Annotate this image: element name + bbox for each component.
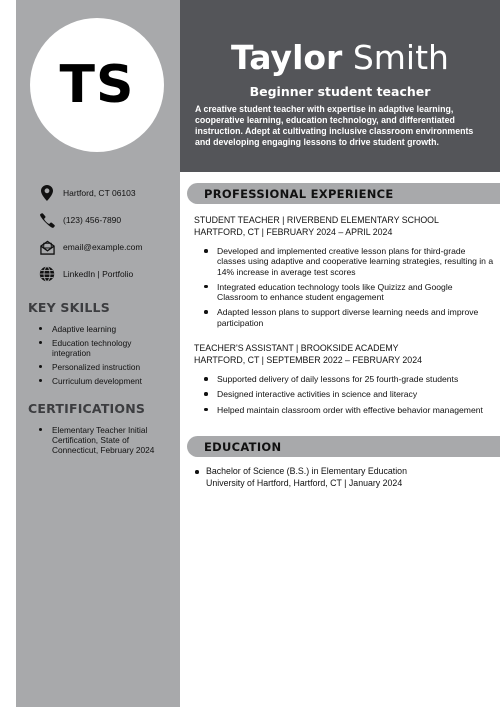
phone-text: (123) 456-7890 bbox=[63, 215, 122, 225]
email-text[interactable]: email@example.com bbox=[63, 242, 143, 252]
certifications-list bbox=[38, 425, 158, 459]
job-bullets bbox=[204, 246, 494, 333]
globe-icon bbox=[38, 265, 56, 283]
job-bullets bbox=[204, 374, 494, 420]
job-title: STUDENT TEACHER | RIVERBEND ELEMENTARY SCHOOL bbox=[194, 215, 439, 225]
contact-links bbox=[38, 265, 178, 283]
education-entry bbox=[194, 466, 494, 489]
job-bullet: Adapted lesson plans to support diverse learning needs and improve participation bbox=[204, 307, 494, 328]
last-name: Smith bbox=[352, 38, 449, 77]
job-role: Beginner student teacher bbox=[249, 84, 431, 99]
first-name: Taylor bbox=[231, 38, 343, 77]
job-bullet: Integrated education technology tools like Quizizz and Google Classroom to enhance student engagement bbox=[204, 282, 494, 303]
candidate-name bbox=[180, 38, 500, 78]
job-bullet: Designed interactive activities in science and literacy bbox=[204, 389, 494, 399]
certifications-heading: CERTIFICATIONS bbox=[28, 401, 146, 416]
key-skills-list bbox=[38, 324, 172, 390]
contact-phone bbox=[38, 211, 178, 229]
skill-item: Education technology integration bbox=[38, 338, 172, 358]
job-meta: HARTFORD, CT | FEBRUARY 2024 – APRIL 2024 bbox=[194, 227, 393, 237]
links-text[interactable]: LinkedIn | Portfolio bbox=[63, 269, 134, 279]
certification-item: Elementary Teacher Initial Certification, State of Connecticut, February 2024 bbox=[38, 425, 158, 455]
experience-heading-bar bbox=[187, 183, 500, 204]
monogram-circle bbox=[30, 18, 164, 152]
education-heading: EDUCATION bbox=[204, 439, 282, 454]
job-title: TEACHER'S ASSISTANT | BROOKSIDE ACADEMY bbox=[194, 343, 399, 353]
contact-email bbox=[38, 238, 178, 256]
contact-location bbox=[38, 184, 178, 202]
phone-icon bbox=[38, 211, 56, 229]
professional-summary: A creative student teacher with expertise in adaptive learning, cooperative learning, education technology, and differentiated instruction. Adept at cultivating inclusive classroom environments and developing engaging lessons to drive student growth. bbox=[195, 104, 474, 147]
education-school: University of Hartford, Hartford, CT | January 2024 bbox=[206, 477, 403, 488]
skill-item: Personalized instruction bbox=[38, 362, 172, 372]
location-text: Hartford, CT 06103 bbox=[63, 188, 136, 198]
monogram-initials: TS bbox=[59, 55, 135, 115]
job-bullet: Developed and implemented creative lesson plans for third-grade classes using adaptive and cooperative learning strategies, resulting in a 14% increase in average test scores bbox=[204, 246, 494, 277]
education-heading-bar bbox=[187, 436, 500, 457]
email-icon bbox=[38, 238, 56, 256]
education-degree: Bachelor of Science (B.S.) in Elementary Education bbox=[194, 466, 494, 478]
skill-item: Curriculum development bbox=[38, 376, 172, 386]
job-meta: HARTFORD, CT | SEPTEMBER 2022 – FEBRUARY 2024 bbox=[194, 355, 422, 365]
job-bullet: Helped maintain classroom order with effective behavior management bbox=[204, 405, 494, 415]
skill-item: Adaptive learning bbox=[38, 324, 172, 334]
location-pin-icon bbox=[38, 184, 56, 202]
experience-heading: PROFESSIONAL EXPERIENCE bbox=[204, 186, 394, 201]
key-skills-heading: KEY SKILLS bbox=[28, 300, 110, 315]
job-bullet: Supported delivery of daily lessons for 25 fourth-grade students bbox=[204, 374, 494, 384]
